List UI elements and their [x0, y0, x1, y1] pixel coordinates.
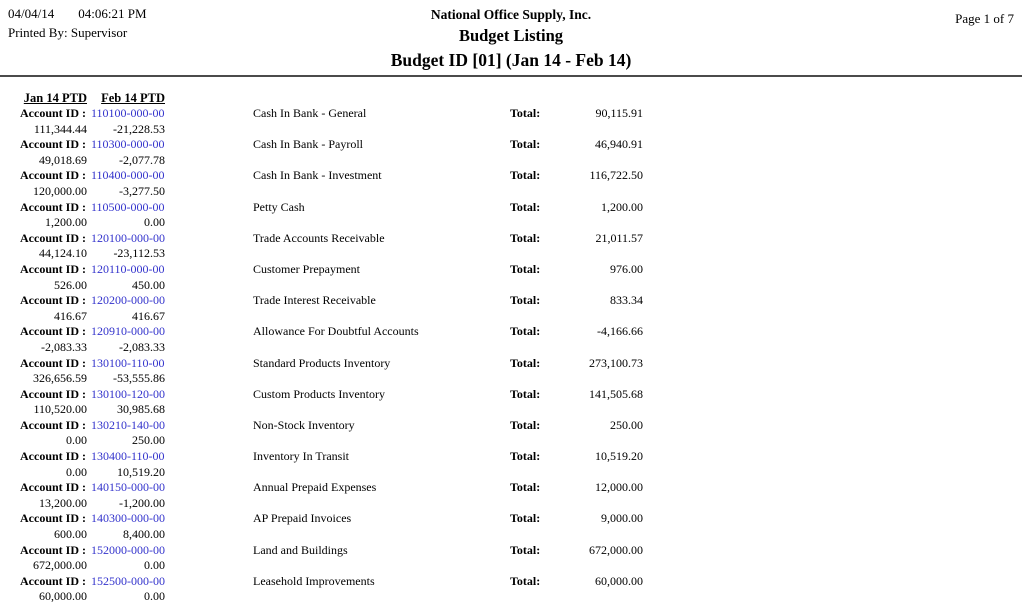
- jan14-ptd-value: 111,344.44: [33, 121, 87, 136]
- account-description: Customer Prepayment: [253, 261, 360, 276]
- total-label: Total:: [510, 199, 541, 214]
- total-label: Total:: [510, 573, 541, 588]
- account-description: Custom Products Inventory: [253, 386, 385, 401]
- ptd-values-line: [0, 589, 1022, 605]
- jan14-ptd-value: 120,000.00: [33, 183, 87, 198]
- ptd-values-line: [0, 371, 1022, 387]
- account-id-link[interactable]: 110400-000-00: [91, 168, 165, 183]
- account-id-link[interactable]: 120910-000-00: [91, 324, 165, 339]
- account-id-label: Account ID :: [20, 449, 86, 464]
- account-id-link[interactable]: 130400-110-00: [91, 449, 165, 464]
- total-value: 250.00: [610, 417, 643, 432]
- total-label: Total:: [510, 449, 541, 464]
- account-description: Leasehold Improvements: [253, 573, 375, 588]
- table-row: [0, 200, 1022, 231]
- account-description: Standard Products Inventory: [253, 355, 391, 370]
- ptd-values-line: [0, 433, 1022, 449]
- total-value: 1,200.00: [601, 199, 643, 214]
- ptd-values-line: [0, 340, 1022, 356]
- ptd-values-line: [0, 527, 1022, 543]
- account-id-link[interactable]: 130100-110-00: [91, 355, 165, 370]
- feb14-ptd-value: -53,555.86: [113, 371, 165, 386]
- table-row: [0, 137, 1022, 168]
- total-label: Total:: [510, 417, 541, 432]
- table-row: [0, 356, 1022, 387]
- jan14-ptd-value: 110,520.00: [33, 402, 87, 417]
- account-id-link[interactable]: 140300-000-00: [91, 511, 165, 526]
- table-row: [0, 511, 1022, 542]
- account-description: Inventory In Transit: [253, 449, 349, 464]
- feb14-ptd-value: -2,083.33: [119, 339, 165, 354]
- ptd-values-line: [0, 215, 1022, 231]
- total-value: 976.00: [610, 261, 643, 276]
- jan14-ptd-value: -2,083.33: [41, 339, 87, 354]
- feb14-ptd-value: -23,112.53: [113, 246, 165, 261]
- feb14-ptd-value: 0.00: [144, 558, 165, 573]
- total-value: 116,722.50: [589, 168, 643, 183]
- total-label: Total:: [510, 293, 541, 308]
- printed-by: Printed By: Supervisor: [8, 25, 128, 40]
- account-description: Trade Accounts Receivable: [253, 230, 385, 245]
- header-divider-rule: [0, 75, 1022, 77]
- ptd-values-line: [0, 309, 1022, 325]
- account-description: Petty Cash: [253, 199, 305, 214]
- ptd-values-line: [0, 465, 1022, 481]
- print-time: 04:06:21 PM: [78, 6, 147, 21]
- account-id-label: Account ID :: [20, 168, 86, 183]
- account-rows: [0, 106, 1022, 605]
- table-row: [0, 293, 1022, 324]
- account-id-label: Account ID :: [20, 542, 86, 557]
- table-row: [0, 106, 1022, 137]
- feb14-ptd-value: -1,200.00: [119, 495, 165, 510]
- jan14-ptd-value: 0.00: [66, 464, 87, 479]
- feb14-ptd-value: 8,400.00: [123, 527, 165, 542]
- account-id-link[interactable]: 120200-000-00: [91, 293, 165, 308]
- account-description: Allowance For Doubtful Accounts: [253, 324, 419, 339]
- ptd-values-line: [0, 122, 1022, 138]
- account-id-link[interactable]: 130210-140-00: [91, 417, 165, 432]
- jan14-ptd-value: 526.00: [54, 277, 87, 292]
- column-header-feb14-ptd: Feb 14 PTD: [101, 91, 165, 105]
- total-value: 21,011.57: [595, 230, 643, 245]
- account-description: Cash In Bank - Payroll: [253, 137, 363, 152]
- account-id-link[interactable]: 120110-000-00: [91, 261, 165, 276]
- feb14-ptd-value: 0.00: [144, 589, 165, 604]
- table-row: [0, 449, 1022, 480]
- print-date: 04/04/14: [8, 6, 55, 21]
- total-value: 273,100.73: [589, 355, 643, 370]
- total-value: 10,519.20: [595, 449, 643, 464]
- feb14-ptd-value: 0.00: [144, 215, 165, 230]
- total-value: 672,000.00: [589, 542, 643, 557]
- total-label: Total:: [510, 168, 541, 183]
- jan14-ptd-value: 600.00: [54, 527, 87, 542]
- total-label: Total:: [510, 137, 541, 152]
- account-id-link[interactable]: 110100-000-00: [91, 106, 165, 120]
- jan14-ptd-value: 416.67: [54, 308, 87, 323]
- account-id-label: Account ID :: [20, 417, 86, 432]
- account-id-label: Account ID :: [20, 199, 86, 214]
- report-title: Budget Listing: [458, 26, 564, 45]
- feb14-ptd-value: 30,985.68: [117, 402, 165, 417]
- total-label: Total:: [510, 386, 541, 401]
- account-description: Trade Interest Receivable: [253, 293, 376, 308]
- account-description: Cash In Bank - Investment: [253, 168, 382, 183]
- account-description: AP Prepaid Invoices: [253, 511, 352, 526]
- ptd-values-line: [0, 184, 1022, 200]
- account-id-label: Account ID :: [20, 137, 86, 152]
- ptd-values-line: [0, 246, 1022, 262]
- ptd-values-line: [0, 153, 1022, 169]
- page-indicator: Page 1 of 7: [955, 11, 1014, 26]
- total-label: Total:: [510, 355, 541, 370]
- account-id-link[interactable]: 110500-000-00: [91, 199, 165, 214]
- total-label: Total:: [510, 511, 541, 526]
- account-id-link[interactable]: 140150-000-00: [91, 480, 165, 495]
- ptd-values-line: [0, 496, 1022, 512]
- account-id-label: Account ID :: [20, 106, 86, 120]
- total-label: Total:: [510, 480, 541, 495]
- feb14-ptd-value: 416.67: [132, 308, 165, 323]
- table-row: [0, 168, 1022, 199]
- account-id-label: Account ID :: [20, 573, 86, 588]
- jan14-ptd-value: 49,018.69: [39, 152, 87, 167]
- total-label: Total:: [510, 230, 541, 245]
- account-id-label: Account ID :: [20, 324, 86, 339]
- account-id-link[interactable]: 152000-000-00: [91, 542, 165, 557]
- feb14-ptd-value: 10,519.20: [117, 464, 165, 479]
- ptd-values-line: [0, 558, 1022, 574]
- jan14-ptd-value: 326,656.59: [33, 371, 87, 386]
- total-value: 833.34: [610, 293, 643, 308]
- feb14-ptd-value: -21,228.53: [113, 121, 165, 136]
- feb14-ptd-value: 250.00: [132, 433, 165, 448]
- table-row: [0, 387, 1022, 418]
- total-label: Total:: [510, 261, 541, 276]
- ptd-values-line: [0, 402, 1022, 418]
- account-id-link[interactable]: 152500-000-00: [91, 573, 165, 588]
- account-description: Cash In Bank - General: [253, 106, 367, 120]
- feb14-ptd-value: -2,077.78: [119, 152, 165, 167]
- table-row: [0, 231, 1022, 262]
- table-row: [0, 262, 1022, 293]
- feb14-ptd-value: 450.00: [132, 277, 165, 292]
- table-row: [0, 543, 1022, 574]
- account-id-label: Account ID :: [20, 355, 86, 370]
- report-subtitle: Budget ID [01] (Jan 14 - Feb 14): [390, 50, 632, 70]
- jan14-ptd-value: 672,000.00: [33, 558, 87, 573]
- account-id-link[interactable]: 120100-000-00: [91, 230, 165, 245]
- table-row: [0, 324, 1022, 355]
- total-label: Total:: [510, 324, 541, 339]
- total-value: 141,505.68: [589, 386, 643, 401]
- jan14-ptd-value: 13,200.00: [39, 495, 87, 510]
- total-label: Total:: [510, 542, 541, 557]
- total-value: -4,166.66: [597, 324, 643, 339]
- jan14-ptd-value: 60,000.00: [39, 589, 87, 604]
- account-id-link[interactable]: 110300-000-00: [91, 137, 165, 152]
- total-value: 12,000.00: [595, 480, 643, 495]
- total-value: 60,000.00: [595, 573, 643, 588]
- total-label: Total:: [510, 106, 541, 120]
- account-id-label: Account ID :: [20, 511, 86, 526]
- account-id-label: Account ID :: [20, 230, 86, 245]
- account-id-label: Account ID :: [20, 261, 86, 276]
- account-id-link[interactable]: 130100-120-00: [91, 386, 165, 401]
- ptd-values-line: [0, 278, 1022, 294]
- column-header-jan14-ptd: Jan 14 PTD: [23, 91, 87, 105]
- table-row: [0, 480, 1022, 511]
- account-description: Non-Stock Inventory: [253, 417, 355, 432]
- column-headers: [0, 91, 165, 106]
- jan14-ptd-value: 1,200.00: [45, 215, 87, 230]
- total-value: 90,115.91: [595, 106, 643, 120]
- table-row: [0, 418, 1022, 449]
- jan14-ptd-value: 0.00: [66, 433, 87, 448]
- total-value: 9,000.00: [601, 511, 643, 526]
- account-id-label: Account ID :: [20, 386, 86, 401]
- account-id-label: Account ID :: [20, 480, 86, 495]
- total-value: 46,940.91: [595, 137, 643, 152]
- account-description: Annual Prepaid Expenses: [253, 480, 377, 495]
- account-description: Land and Buildings: [253, 542, 348, 557]
- account-id-label: Account ID :: [20, 293, 86, 308]
- feb14-ptd-value: -3,277.50: [119, 183, 165, 198]
- report-header-center: [0, 7, 1022, 71]
- company-name: National Office Supply, Inc.: [430, 7, 592, 22]
- jan14-ptd-value: 44,124.10: [39, 246, 87, 261]
- table-row: [0, 574, 1022, 605]
